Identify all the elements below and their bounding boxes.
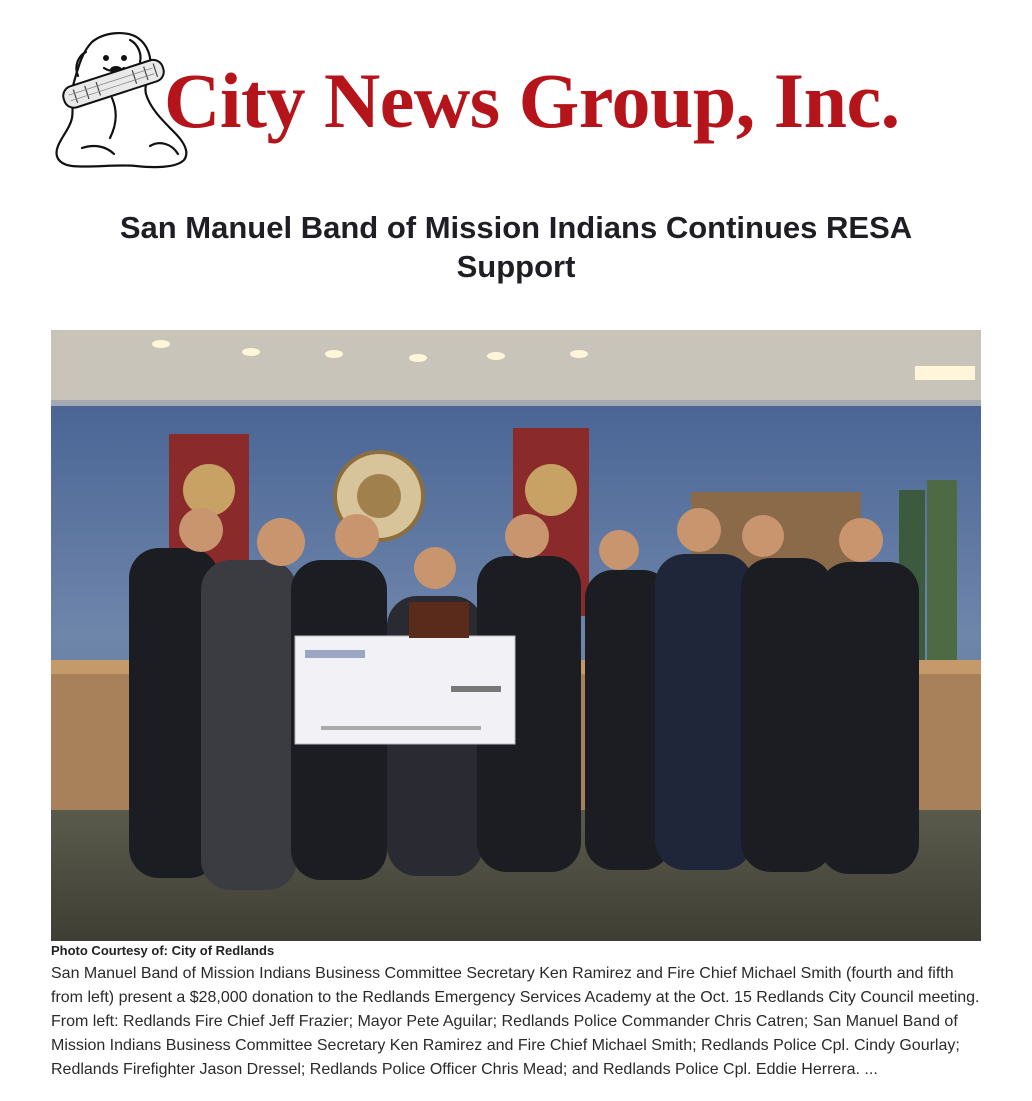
article-title: San Manuel Band of Mission Indians Continues RESA Support bbox=[119, 210, 913, 284]
masthead bbox=[52, 28, 982, 178]
logo-wordmark: City News Group, Inc. bbox=[164, 57, 900, 144]
article-photo bbox=[51, 330, 981, 941]
photo-credit: Photo Courtesy of: City of Redlands bbox=[51, 943, 275, 958]
photo-caption: San Manuel Band of Mission Indians Business Committee Secretary Ken Ramirez and Fire Chief Michael Smith (fourth and fifth from left) present a $28,000 donation to the Redlands Emergency Services Academy at the Oct. 15 Redlands City Council meeting. From left: Redlands Fire Chief Jeff Frazier; Mayor Pete Aguilar; Redlands Police Commander Chris Catren; San Manuel Band of Mission Indians Business Committee Secretary Ken Ramirez and Fire Chief Michael Smith; Redlands Police Cpl. Cindy Gourlay; Redlands Firefighter Jason Dressel; Redlands Police Officer Chris Mead; and Redlands Police Cpl. Eddie Herrera. ... bbox=[51, 965, 980, 1078]
